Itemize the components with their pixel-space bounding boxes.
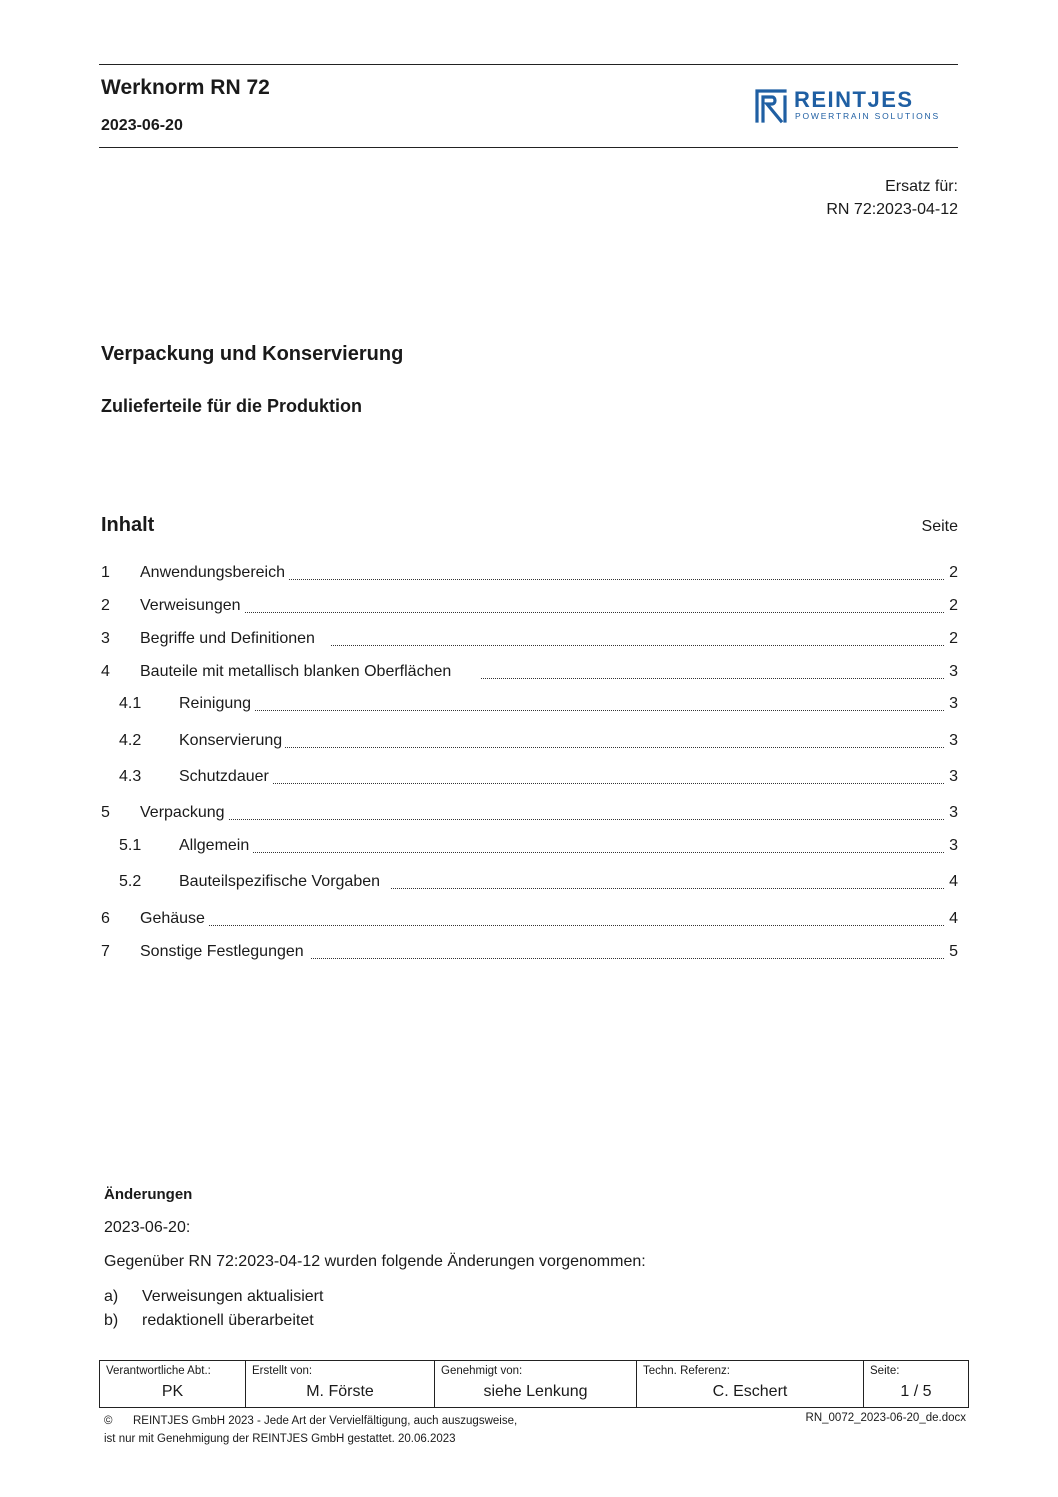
footer-cell-label: Erstellt von: (252, 1365, 313, 1377)
toc-entry-page: 5 (949, 943, 958, 960)
changes-heading: Änderungen (104, 1186, 193, 1203)
company-logo (754, 88, 958, 124)
footer-cell-value: C. Eschert (712, 1383, 788, 1400)
copyright-line-2: ist nur mit Genehmigung der REINTJES GmbH gestattet. 20.06.2023 (104, 1433, 456, 1445)
toc-entry-number: 4.1 (119, 695, 142, 712)
replaces-label: Ersatz für: (885, 178, 958, 195)
toc-leader-dots (251, 852, 944, 853)
toc-entry-label: Bauteilspezifische Vorgaben (179, 873, 383, 891)
document-date: 2023-06-20 (101, 117, 183, 134)
copyright-icon: © (104, 1415, 113, 1427)
change-item-letter: b) (104, 1312, 119, 1329)
toc-leader-dots (311, 958, 944, 959)
toc-entry[interactable] (101, 630, 958, 652)
toc-entry-label: Sonstige Festlegungen (140, 943, 307, 961)
toc-entry-page: 3 (949, 837, 958, 854)
toc-leader-dots (391, 888, 944, 889)
toc-leader-dots (206, 925, 944, 926)
toc-entry-label: Gehäuse (140, 910, 208, 928)
toc-entry[interactable] (101, 873, 958, 895)
toc-entry-number: 4.3 (119, 768, 142, 785)
toc-entry-number: 7 (101, 943, 110, 960)
toc-entry[interactable] (101, 768, 958, 790)
footer-cell-tech-reference (636, 1361, 863, 1407)
footer-cell-author (245, 1361, 434, 1407)
toc-entry-number: 2 (101, 597, 110, 614)
toc-entry-number: 3 (101, 630, 110, 647)
toc-entry-page: 3 (949, 663, 958, 680)
toc-entry-label: Verpackung (140, 804, 228, 822)
toc-entry-label: Schutzdauer (179, 768, 272, 786)
toc-entry-page: 2 (949, 564, 958, 581)
footer-cell-value: siehe Lenkung (483, 1383, 588, 1400)
toc-leader-dots (481, 678, 944, 679)
toc-entry-label: Reinigung (179, 695, 254, 713)
logo-tagline: POWERTRAIN SOLUTIONS (795, 111, 940, 121)
toc-entry[interactable] (101, 804, 958, 826)
footer-cell-page (863, 1361, 968, 1407)
reintjes-logo-icon (754, 88, 788, 124)
footer-cell-value: PK (161, 1383, 184, 1400)
footer-cell-approved (434, 1361, 636, 1407)
toc-entry-page: 3 (949, 768, 958, 785)
logo-wordmark: REINTJES (794, 87, 914, 112)
footer-cell-label: Techn. Referenz: (643, 1365, 730, 1377)
toc-entry-label: Konservierung (179, 732, 285, 750)
toc-entry-label: Anwendungsbereich (140, 564, 288, 582)
toc-entry-page: 4 (949, 910, 958, 927)
toc-leader-dots (331, 645, 944, 646)
toc-entry[interactable] (101, 564, 958, 586)
toc-entry-page: 2 (949, 597, 958, 614)
toc-entry-number: 5 (101, 804, 110, 821)
toc-leader-dots (271, 783, 944, 784)
toc-leader-dots (251, 710, 944, 711)
toc-entry-label: Allgemein (179, 837, 252, 855)
toc-entry-page: 3 (949, 732, 958, 749)
toc-entry[interactable] (101, 597, 958, 619)
footer-cell-label: Genehmigt von: (441, 1365, 523, 1377)
toc-entry-number: 4 (101, 663, 110, 680)
toc-entry[interactable] (101, 695, 958, 717)
change-item-text: redaktionell überarbeitet (142, 1312, 314, 1329)
footer-cell-label: Verantwortliche Abt.: (106, 1365, 211, 1377)
footer-cell-value: 1 / 5 (900, 1383, 932, 1400)
toc-entry-page: 3 (949, 695, 958, 712)
document-number: Werknorm RN 72 (101, 76, 270, 99)
toc-entry-number: 4.2 (119, 732, 142, 749)
footer-approval-table (99, 1360, 969, 1408)
toc-entry-number: 5.2 (119, 873, 142, 890)
toc-entry-number: 1 (101, 564, 110, 581)
toc-entry-number: 5.1 (119, 837, 142, 854)
footer-cell-department (100, 1361, 245, 1407)
toc-heading: Inhalt (101, 514, 155, 536)
toc-entry[interactable] (101, 732, 958, 754)
toc-entry[interactable] (101, 663, 958, 685)
document-title: Verpackung und Konservierung (101, 343, 404, 365)
toc-leader-dots (221, 819, 944, 820)
changes-intro: Gegenüber RN 72:2023-04-12 wurden folgende Änderungen vorgenommen: (104, 1253, 646, 1270)
change-item-text: Verweisungen aktualisiert (142, 1288, 324, 1305)
toc-leader-dots (241, 612, 944, 613)
toc-entry[interactable] (101, 910, 958, 932)
replaces-block (826, 175, 958, 221)
toc-entry-label: Verweisungen (140, 597, 244, 615)
toc-entry-label: Bauteile mit metallisch blanken Oberflächen (140, 663, 454, 681)
header-bottom-rule (99, 147, 958, 148)
change-item-letter: a) (104, 1288, 119, 1305)
footer-cell-label: Seite: (870, 1365, 900, 1377)
copyright-line-1: REINTJES GmbH 2023 - Jede Art der Vervielfältigung, auch auszugsweise, (133, 1415, 518, 1427)
toc-entry-page: 3 (949, 804, 958, 821)
toc-entry[interactable] (101, 837, 958, 859)
replaces-value: RN 72:2023-04-12 (826, 201, 958, 218)
header-top-rule (99, 64, 958, 65)
toc-entry-page: 4 (949, 873, 958, 890)
document-subtitle: Zulieferteile für die Produktion (101, 396, 363, 416)
toc-page-column-label: Seite (921, 518, 958, 535)
toc-entry-label: Begriffe und Definitionen (140, 630, 318, 648)
toc-entry-number: 6 (101, 910, 110, 927)
footer-cell-value: M. Förste (306, 1383, 374, 1400)
document-filename: RN_0072_2023-06-20_de.docx (805, 1412, 966, 1424)
toc-entry-page: 2 (949, 630, 958, 647)
toc-leader-dots (281, 747, 944, 748)
changes-date: 2023-06-20: (104, 1219, 191, 1236)
toc-entry[interactable] (101, 943, 958, 965)
toc-leader-dots (261, 579, 944, 580)
